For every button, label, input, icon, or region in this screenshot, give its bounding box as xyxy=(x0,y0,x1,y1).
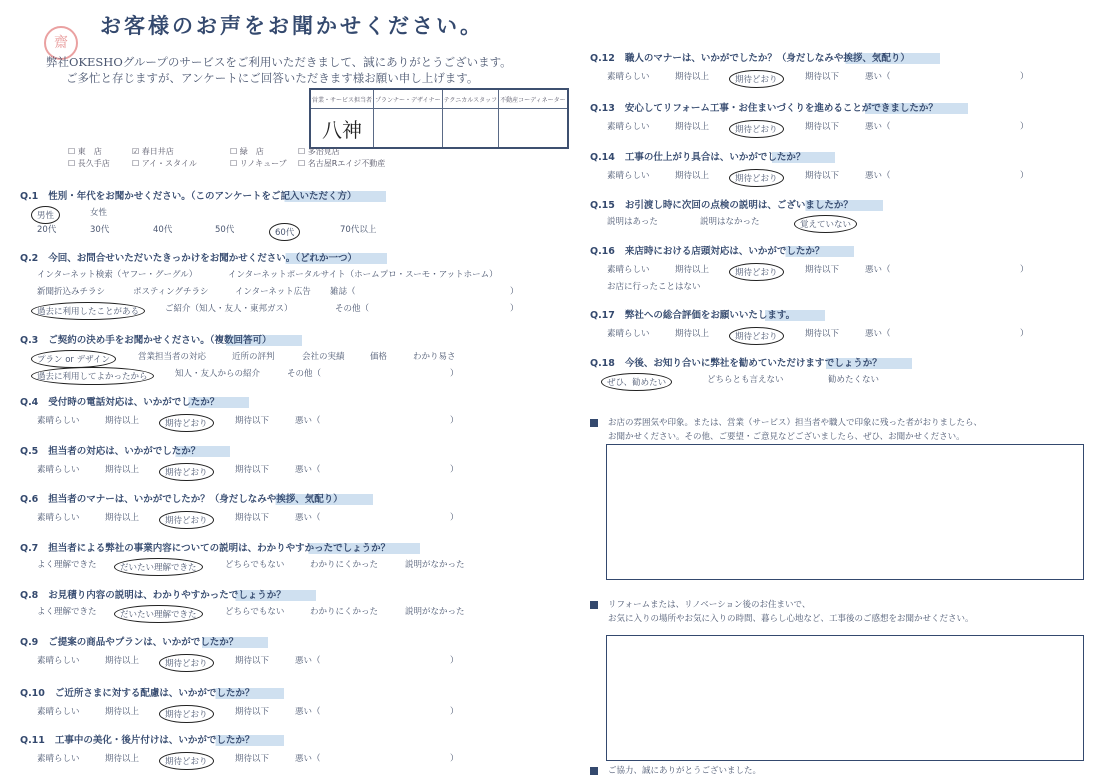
answer-option[interactable]: 期待以上 xyxy=(105,656,140,666)
store-label: 名古屋Rエイジ不動産 xyxy=(307,159,386,168)
answer-option: ） xyxy=(450,754,459,764)
question-number: Q.17 xyxy=(590,310,615,321)
staff-header: 営業・サービス担当者 xyxy=(310,89,374,109)
answer-option[interactable]: 素晴らしい xyxy=(37,416,80,426)
answer-option[interactable]: どちらでもない xyxy=(225,607,285,617)
answer-option[interactable]: インターネットポータルサイト（ホームプロ・スーモ・アットホーム） xyxy=(228,270,498,280)
question-text: 今回、お問合せいただいたきっかけをお聞かせください。（どれか一つ） xyxy=(48,253,387,264)
question-number: Q.14 xyxy=(590,152,615,163)
answer-option: ） xyxy=(510,304,519,314)
checkbox-icon: ☐ xyxy=(230,147,240,156)
answer-option: ） xyxy=(450,369,459,379)
answer-option: ） xyxy=(1020,329,1029,339)
question-text: 受付時の電話対応は、いかがでしたか？ xyxy=(48,397,249,408)
store-checkbox[interactable] xyxy=(68,146,102,157)
answer-option[interactable]: 素晴らしい xyxy=(37,465,80,475)
answer-option[interactable]: 期待以下 xyxy=(235,465,270,475)
answer-option[interactable]: 営業担当者の対応 xyxy=(138,352,207,362)
answer-option[interactable]: 期待どおり xyxy=(729,169,784,187)
question-heading xyxy=(20,491,373,505)
answer-option[interactable]: 期待以下 xyxy=(235,513,270,523)
answer-option[interactable]: 過去に利用してよかったから xyxy=(31,367,154,385)
answer-option[interactable]: 期待以上 xyxy=(675,329,710,339)
answer-option[interactable]: 勧めたくない xyxy=(828,375,880,385)
answer-option[interactable]: 悪い（ xyxy=(295,656,321,666)
question-text: 工事中の美化・後片付けは、いかがでしたか？ xyxy=(55,735,285,746)
answer-option[interactable]: 期待以下 xyxy=(805,329,840,339)
store-label: 春日井店 xyxy=(141,147,174,156)
answer-option[interactable]: その他（ xyxy=(335,304,370,314)
answer-option[interactable]: 50代 xyxy=(215,225,235,235)
question-text: ご近所さまに対する配慮は、いかがでしたか？ xyxy=(55,688,285,699)
page-title: お客様のお声をお聞かせください。 xyxy=(100,14,484,38)
answer-option[interactable]: お店に行ったことはない xyxy=(607,282,701,292)
answer-option[interactable]: 悪い（ xyxy=(295,465,321,475)
answer-option[interactable]: 期待以上 xyxy=(105,513,140,523)
answer-option[interactable]: インターネット検索（ヤフー・グーグル） xyxy=(37,270,198,280)
answer-option[interactable]: インターネット広告 xyxy=(235,287,311,297)
question-heading xyxy=(590,149,835,163)
answer-option: ） xyxy=(1020,122,1029,132)
answer-option[interactable]: 女性 xyxy=(90,208,108,218)
answer-option: ） xyxy=(450,465,459,475)
question-number: Q.10 xyxy=(20,688,45,699)
question-heading xyxy=(590,355,912,369)
answer-option: ） xyxy=(450,416,459,426)
staff-header: 不動産コーディネーター xyxy=(499,89,568,109)
answer-option[interactable]: 期待以下 xyxy=(235,656,270,666)
answer-option[interactable]: 期待どおり xyxy=(159,463,214,481)
question-text: 担当者のマナーは、いかがでしたか？（身だしなみや挨拶、気配り） xyxy=(48,494,373,505)
checkbox-icon: ☐ xyxy=(68,159,78,168)
answer-option[interactable]: 期待どおり xyxy=(729,263,784,281)
question-number: Q.8 xyxy=(20,590,39,601)
question-heading xyxy=(20,188,386,202)
answer-option[interactable]: 悪い（ xyxy=(865,171,891,181)
store-checkbox[interactable] xyxy=(230,146,264,157)
answer-option[interactable]: 知人・友人からの紹介 xyxy=(175,369,261,379)
question-number: Q.16 xyxy=(590,246,615,257)
question-text: ご提案の商品やプランは、いかがでしたか？ xyxy=(48,637,268,648)
square-bullet-icon xyxy=(590,601,598,609)
answer-option[interactable]: 悪い（ xyxy=(865,72,891,82)
answer-option[interactable]: 70代以上 xyxy=(340,225,377,235)
store-label: 東 店 xyxy=(77,147,102,156)
answer-option[interactable]: 期待以下 xyxy=(805,122,840,132)
answer-option[interactable]: 悪い（ xyxy=(295,707,321,717)
answer-option[interactable]: だいたい理解できた xyxy=(114,558,203,576)
store-checkbox[interactable] xyxy=(298,158,385,169)
answer-option[interactable]: 説明がなかった xyxy=(405,607,465,617)
answer-option[interactable]: 素晴らしい xyxy=(37,707,80,717)
answer-option[interactable]: 期待以下 xyxy=(805,72,840,82)
answer-option[interactable]: 素晴らしい xyxy=(607,329,650,339)
staff-value[interactable] xyxy=(499,109,568,149)
store-checkbox[interactable] xyxy=(298,146,340,157)
answer-option: ） xyxy=(450,707,459,717)
store-checkbox[interactable] xyxy=(132,158,197,169)
answer-option[interactable]: 会社の実績 xyxy=(302,352,345,362)
question-heading xyxy=(20,540,420,554)
checkbox-icon: ☐ xyxy=(230,159,240,168)
question-text: ご契約の決め手をお聞かせください。（複数回答可） xyxy=(48,335,301,346)
comment-prompt-1 xyxy=(590,416,982,428)
staff-header: プランナー・デザイナー xyxy=(374,89,443,109)
answer-option[interactable]: わかりにくかった xyxy=(310,607,379,617)
question-heading xyxy=(20,332,302,346)
answer-option: ） xyxy=(450,513,459,523)
question-number: Q.13 xyxy=(590,103,615,114)
answer-option[interactable]: 20代 xyxy=(37,225,57,235)
question-number: Q.1 xyxy=(20,191,39,202)
answer-option[interactable]: 悪い（ xyxy=(865,122,891,132)
question-text: 職人のマナーは、いかがでしたか？（身だしなみや挨拶、気配り） xyxy=(625,53,940,64)
answer-option[interactable]: 悪い（ xyxy=(295,754,321,764)
footer-text: ご協力、誠にありがとうございました。 xyxy=(608,766,762,776)
question-heading xyxy=(20,443,230,457)
answer-option[interactable]: ご紹介（知人・友人・東邦ガス） xyxy=(165,304,293,314)
answer-option[interactable]: 期待以下 xyxy=(805,265,840,275)
staff-table xyxy=(309,88,569,149)
answer-option[interactable]: 価格 xyxy=(370,352,388,362)
answer-option[interactable]: 期待どおり xyxy=(729,327,784,345)
question-text: 担当者による弊社の事業内容についての説明は、わかりやすかったでしょうか？ xyxy=(48,543,420,554)
question-heading xyxy=(20,250,387,264)
answer-option[interactable]: わかり易さ xyxy=(413,352,456,362)
comment-prompt-line: お店の雰囲気や印象。または、営業（サービス）担当者や職人で印象に残った者がおりましたら、 xyxy=(608,418,983,428)
answer-option[interactable]: 素晴らしい xyxy=(607,171,650,181)
staff-header: テクニカルスタッフ xyxy=(442,89,498,109)
answer-option[interactable]: 説明がなかった xyxy=(405,560,465,570)
question-heading xyxy=(590,243,854,257)
answer-option[interactable]: 期待どおり xyxy=(159,752,214,770)
checkbox-icon: ☐ xyxy=(68,147,78,156)
question-text: 今後、お知り合いに弊社を勧めていただけますでしょうか？ xyxy=(625,358,912,369)
question-text: 担当者の対応は、いかがでしたか？ xyxy=(48,446,230,457)
comment-prompt-2 xyxy=(590,598,810,610)
answer-option[interactable]: 60代 xyxy=(269,223,300,241)
intro-line-2: ご多忙と存じますが、アンケートにご回答いただきます様お願い申し上げます。 xyxy=(66,71,479,85)
answer-option[interactable]: その他（ xyxy=(287,369,322,379)
question-text: 性別・年代をお聞かせください。（このアンケートをご記入いただく方） xyxy=(48,191,386,202)
answer-option[interactable]: 期待以上 xyxy=(105,465,140,475)
comment-prompt-2b: お気に入りの場所やお気に入りの時間、暮らし心地など、工事後のご感想をお聞かせください。 xyxy=(608,614,974,624)
comment-box-2[interactable] xyxy=(606,635,1084,761)
answer-option[interactable]: 説明はなかった xyxy=(700,217,760,227)
answer-option[interactable]: よく理解できた xyxy=(37,560,97,570)
square-bullet-icon xyxy=(590,767,598,775)
question-text: 弊社への総合評価をお願いいたします。 xyxy=(625,310,825,321)
question-number: Q.4 xyxy=(20,397,39,408)
intro-line-1: 弊社OKESHOグループのサービスをご利用いただきまして、誠にありがとうございます。 xyxy=(46,55,512,69)
question-heading xyxy=(20,685,284,699)
answer-option[interactable]: 期待以上 xyxy=(675,122,710,132)
answer-option[interactable]: 悪い（ xyxy=(295,513,321,523)
answer-option[interactable]: 期待以上 xyxy=(105,754,140,764)
store-checkbox[interactable] xyxy=(230,158,287,169)
answer-option[interactable]: 期待以上 xyxy=(105,707,140,717)
question-number: Q.9 xyxy=(20,637,39,648)
question-heading xyxy=(20,587,316,601)
answer-option[interactable]: 期待どおり xyxy=(159,705,214,723)
question-number: Q.11 xyxy=(20,735,45,746)
answer-option[interactable]: 悪い（ xyxy=(295,416,321,426)
answer-option[interactable]: 男性 xyxy=(31,206,60,224)
question-text: お引渡し時に次回の点検の説明は、ございましたか？ xyxy=(625,200,883,211)
answer-option[interactable]: 期待以下 xyxy=(235,754,270,764)
question-text: 安心してリフォーム工事・お住まいづくりを進めることができましたか？ xyxy=(625,103,968,114)
answer-option[interactable]: 期待以下 xyxy=(235,707,270,717)
checkbox-icon: ☐ xyxy=(132,159,142,168)
store-label: アイ・スタイル xyxy=(141,159,197,168)
answer-option[interactable]: 近所の評判 xyxy=(232,352,275,362)
store-label: リノキューブ xyxy=(239,159,287,168)
answer-option[interactable]: 期待どおり xyxy=(729,70,784,88)
answer-option: ） xyxy=(1020,72,1029,82)
footer-thanks xyxy=(590,764,761,776)
question-heading xyxy=(590,100,968,114)
answer-option[interactable]: よく理解できた xyxy=(37,607,97,617)
staff-value[interactable] xyxy=(374,109,443,149)
question-heading xyxy=(20,634,268,648)
question-number: Q.2 xyxy=(20,253,39,264)
answer-option[interactable]: ポスティングチラシ xyxy=(133,287,209,297)
question-heading xyxy=(590,197,883,211)
question-text: 来店時における店頭対応は、いかがでしたか？ xyxy=(625,246,855,257)
question-number: Q.5 xyxy=(20,446,39,457)
answer-option[interactable]: 説明はあった xyxy=(607,217,658,227)
answer-option[interactable]: 期待どおり xyxy=(159,511,214,529)
checkbox-icon: ☐ xyxy=(298,147,308,156)
answer-option: ） xyxy=(1020,171,1029,181)
checked-box-icon: ☑ xyxy=(132,147,142,156)
answer-option[interactable]: 悪い（ xyxy=(865,329,891,339)
answer-option[interactable]: 素晴らしい xyxy=(607,122,650,132)
question-text: 工事の仕上がり具合は、いかがでしたか？ xyxy=(625,152,836,163)
answer-option[interactable]: わかりにくかった xyxy=(310,560,379,570)
answer-option[interactable]: 素晴らしい xyxy=(607,72,650,82)
seal-stamp: 齋 xyxy=(44,26,78,60)
answer-option[interactable]: プラン or デザイン xyxy=(31,350,116,368)
question-heading xyxy=(590,50,940,64)
question-number: Q.15 xyxy=(590,200,615,211)
question-number: Q.6 xyxy=(20,494,39,505)
comment-prompt-1b: お聞かせください。その他、ご要望・ご意見などございましたら、ぜひ、お聞かせください。 xyxy=(608,432,965,442)
question-heading xyxy=(20,732,284,746)
answer-option[interactable]: だいたい理解できた xyxy=(114,605,203,623)
store-label: 多治見店 xyxy=(307,147,340,156)
staff-value[interactable] xyxy=(442,109,498,149)
answer-option[interactable]: 30代 xyxy=(90,225,110,235)
store-checkbox[interactable] xyxy=(68,158,110,169)
answer-option[interactable]: 期待以上 xyxy=(105,416,140,426)
square-bullet-icon xyxy=(590,419,598,427)
store-checkbox[interactable] xyxy=(132,146,174,157)
answer-option[interactable]: 期待以下 xyxy=(805,171,840,181)
answer-option: ） xyxy=(450,656,459,666)
store-label: 緑 店 xyxy=(239,147,264,156)
answer-option[interactable]: 期待どおり xyxy=(159,414,214,432)
store-label: 長久手店 xyxy=(77,159,110,168)
staff-value[interactable]: 八神 xyxy=(310,109,374,149)
question-number: Q.3 xyxy=(20,335,39,346)
answer-option[interactable]: 期待どおり xyxy=(729,120,784,138)
answer-option: ） xyxy=(1020,265,1029,275)
answer-option[interactable]: 期待以下 xyxy=(235,416,270,426)
answer-option[interactable]: 雑誌（ xyxy=(330,287,356,297)
checkbox-icon: ☐ xyxy=(298,159,308,168)
answer-option[interactable]: 素晴らしい xyxy=(37,513,80,523)
answer-option[interactable]: 過去に利用したことがある xyxy=(31,302,145,320)
answer-option[interactable]: 期待以上 xyxy=(675,171,710,181)
answer-option[interactable]: どちらでもない xyxy=(225,560,285,570)
answer-option[interactable]: 40代 xyxy=(153,225,173,235)
answer-option[interactable]: 素晴らしい xyxy=(607,265,650,275)
answer-option[interactable]: 新聞折込みチラシ xyxy=(37,287,106,297)
answer-option[interactable]: 悪い（ xyxy=(865,265,891,275)
answer-option[interactable]: 素晴らしい xyxy=(37,754,80,764)
question-text: お見積り内容の説明は、わかりやすかったでしょうか？ xyxy=(48,590,316,601)
answer-option[interactable]: 期待以上 xyxy=(675,72,710,82)
comment-box-1[interactable] xyxy=(606,444,1084,580)
question-number: Q.12 xyxy=(590,53,615,64)
answer-option[interactable]: どちらとも言えない xyxy=(707,375,784,385)
answer-option[interactable]: ぜひ、勧めたい xyxy=(601,373,672,391)
answer-option[interactable]: 覚えていない xyxy=(794,215,857,233)
answer-option[interactable]: 素晴らしい xyxy=(37,656,80,666)
question-number: Q.7 xyxy=(20,543,39,554)
answer-option: ） xyxy=(510,287,519,297)
question-heading xyxy=(590,307,825,321)
answer-option[interactable]: 期待以上 xyxy=(675,265,710,275)
comment-prompt-line: リフォームまたは、リノベーション後のお住まいで、 xyxy=(608,600,811,610)
question-number: Q.18 xyxy=(590,358,615,369)
answer-option[interactable]: 期待どおり xyxy=(159,654,214,672)
question-heading xyxy=(20,394,249,408)
